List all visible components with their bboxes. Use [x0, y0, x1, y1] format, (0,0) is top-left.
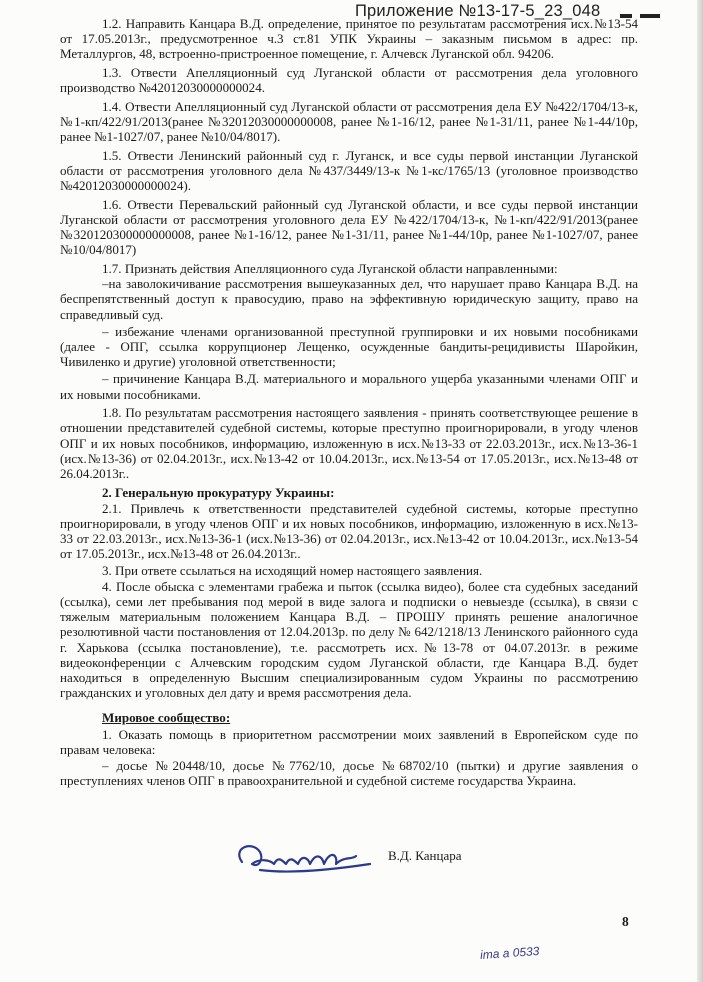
paragraph-1-4: 1.4. Отвести Апелляционный суд Луганской области от рассмотрения дела ЕУ №422/1704/13-к, №1-кп/422/91/2013(ранее №32012030000000008, ранее №1-16/12, ранее №1-31/11, ранее №1-44/10р, ранее №1-1027/07, ранее №10/04/8017).: [60, 98, 638, 145]
page-edge: [697, 0, 703, 982]
paragraph-3: 3. При ответе ссылаться на исходящий номер настоящего заявления.: [102, 562, 483, 578]
paragraph-1-7-b: – избежание членами организованной преступной группировки и их новыми пособниками (далее - ОПГ, ссылка коррупционер Лещенко, осужденные бандиты-рецидивисты Шаройкин, Чивиленко и другие) уголовной ответственности;: [60, 323, 638, 370]
dash-mark: [640, 14, 660, 18]
paragraph-1-6: 1.6. Отвести Перевальский районный суд Луганской области, и все суды первой инстанции Луганской области от рассмотрения уголовного дела ЕУ №422/1704/13-к, №1-кп/422/91/2013(ранее №320120300000000008, ранее №1-16/12, ранее №1-31/11, ранее №1-44/10р, ранее №1-1027/07, ранее №10/04/8017): [60, 196, 638, 258]
signature-name: В.Д. Канцара: [388, 848, 462, 863]
paragraph-1-3: 1.3. Отвести Апелляционный суд Луганской области от рассмотрения дела уголовного производство №42012030000000024.: [60, 65, 638, 96]
paragraph-1-8: 1.8. По результатам рассмотрения настоящего заявления - принять соответствующее решение в отношении представителей судебной системы, которые преступно проигнорировали, в угоду членов ОПГ и их новых пособников, информацию, изложенную в исх.№13-33 от 22.03.2013г., исх.№13-36-1 (исх.№13-36) от 02.04.2013г., исх.№13-42 от 10.04.2013г., исх.№13-54 от 17.05.2013г., исх.№13-48 от 26.04.2013г..: [60, 405, 638, 482]
paragraph-2-1: 2.1. Привлечь к ответственности представителей судебной системы, которые преступно проигнорировали, в угоду членов ОПГ и их новых пособников, информацию, изложенную в исх.№13-33 от 22.03.2013г., исх.№13-36-1 (исх.№13-36) от 02.04.2013г., исх.№13-42 от 10.04.2013г., исх.№13-54 от 17.05.2013г., исх.№13-48 от 26.04.2013г..: [60, 500, 638, 562]
paragraph-1-7-c: – причинение Канцара В.Д. материального и морального ущерба указанными членами ОПГ и их новыми пособниками.: [60, 371, 638, 402]
paragraph-1-5: 1.5. Отвести Ленинский районный суд г. Луганск, и все суды первой инстанции Луганской области от рассмотрения уголовного дела №437/3449/13-к №1-кс/1765/13 (уголовное производство №42012030000000024).: [60, 147, 638, 194]
world-community-heading: Мировое сообщество:: [102, 710, 231, 726]
signature-scribble: [230, 834, 380, 878]
section-2-heading: 2. Генеральную прокуратуру Украины:: [102, 484, 335, 500]
page-number: 8: [622, 914, 629, 929]
annex-number: Приложение №13-17-5_23_048: [355, 2, 601, 20]
paragraph-1-7-a: –на заволокичивание рассмотрения вышеуказанных дел, что нарушает право Канцара В.Д. на беспрепятственный доступ к правосудию, право на эффективную юридическую защиту, право на справедливый суд.: [60, 276, 638, 322]
paragraph-4: 4. После обыска с элементами грабежа и пыток (ссылка видео), более ста судебных заседаний (ссылка), семи лет пребывания под мерой в виде залога и подписки о невыезде (ссылка), в связи с тяжелым материальным положением Канцара В.Д. – ПРОШУ принять решение аналогичное резолютивной части постановления от 12.04.2013р. по делу № 642/1218/13 Ленинского районного суда г. Харькова (ссылка постановление), т.е. рассмотреть исх.№13-78 от 04.07.2013г. в режиме видеоконференции с Алчевским городским судом Луганской области, где Канцара В.Д. будет находиться в определенную Высшим специализированным судом Украины по рассмотрению гражданских и уголовных дел дату и время рассмотрения дела.: [60, 578, 638, 701]
paragraph-1-7: 1.7. Признать действия Апелляционного суда Луганской области направленными:: [102, 261, 558, 276]
paragraph-1-2: 1.2. Направить Канцара В.Д. определение, принятое по результатам рассмотрения исх.№13-54 от 17.05.2013г., предусмотренное ч.3 ст.81 УПК Украины – заказным письмом в адрес: пр. Металлургов, 48, встроенно-пристроенное помещение, г. Алчевск Луганской обл. 94206.: [60, 16, 638, 62]
archive-stamp: ima a 0533: [479, 943, 540, 963]
paragraph-world-1: 1. Оказать помощь в приоритетном рассмотрении моих заявлений в Европейском суде по правам человека:: [60, 726, 638, 757]
paragraph-world-2: – досье №20448/10, досье №7762/10, досье №68702/10 (пытки) и другие заявления о преступлениях членов ОПГ в правоохранительной и судебной системе государства Украина.: [60, 758, 638, 789]
document-body: [60, 16, 638, 792]
